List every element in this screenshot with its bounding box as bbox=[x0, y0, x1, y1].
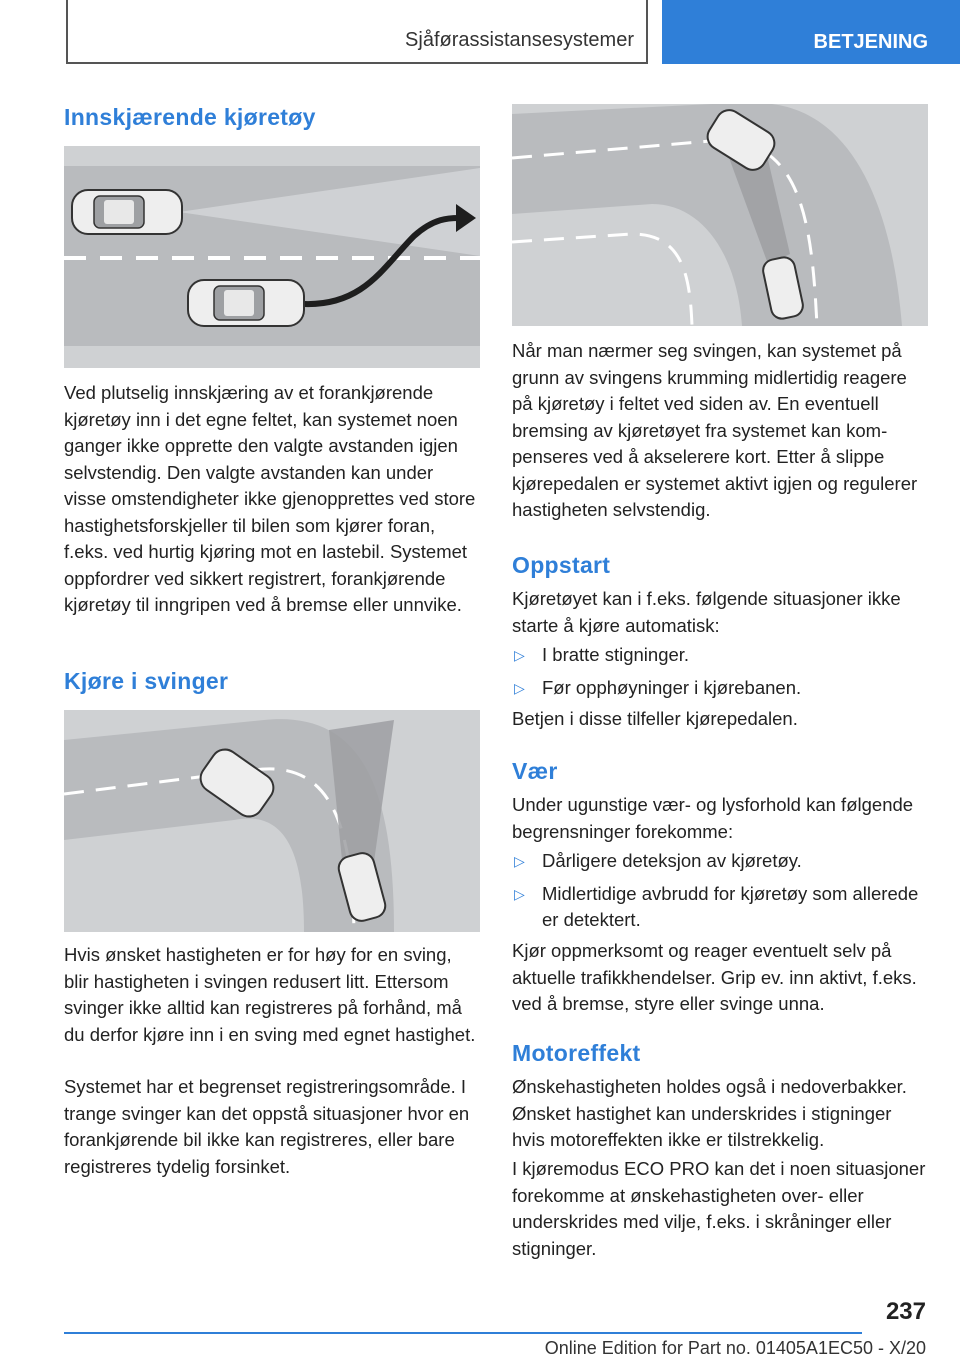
paragraph-vaer-intro: Under ugunstige vær- og lysforhold kan følgende begrensninger forekomme: bbox=[512, 794, 914, 842]
header-section-title: Sjåførassistansesystemer bbox=[405, 29, 634, 51]
footer-edition: Online Edition for Part no. 01405A1EC50 - X/20 bbox=[544, 1338, 926, 1358]
list-oppstart bbox=[512, 642, 928, 701]
car-front-icon bbox=[72, 190, 182, 234]
paragraph-motoreffekt-1: Ønskehastigheten holdes også i nedoverbakker. Ønsket hastighet kan underskrides i stigninger hvis motoreffekten ikke er tilstrekkelig. bbox=[512, 1076, 907, 1150]
figure-curve-driving bbox=[64, 710, 480, 932]
list-vaer bbox=[512, 848, 928, 934]
heading-motoreffekt: Motoreffekt bbox=[512, 1040, 641, 1066]
footer-rule bbox=[64, 1332, 862, 1334]
paragraph-curves-2: Systemet har et begrenset registreringsområde. I trange svinger kan det oppstå situasjoner hvor en forankjørende bil ikke kan registreres, eller bare registreres tydelig forsinket. bbox=[64, 1076, 470, 1177]
header-section-box bbox=[66, 0, 648, 64]
figure-cutting-in-vehicle bbox=[64, 146, 480, 368]
paragraph-curves-1: Hvis ønsket hastigheten er for høy for en sving, blir hastigheten i svingen redusert litt. Ettersom svinger ikke alltid kan registreres på forhånd, må du derfor kjøre inn i en sving med egnet hastighet. bbox=[64, 944, 476, 1045]
paragraph-cutting-in: Ved plutselig innskjæring av et forankjørende kjøretøy inn i det egne feltet, kan systemet noen ganger ikke opprette den valgte avstanden igjen selvstendig. Den valgte avstanden kan under visse omstendigheter ikke gjenopprettes ved store hastighetsforskjeller til bilen som kjører foran, f.eks. ved hurtig kjøring mot en lastebil. Systemet oppfordrer ved sikkert registrert, forankjørende kjøretøy til inngripen ved å bremse eller unnvike. bbox=[64, 382, 476, 615]
heading-curves: Kjøre i svinger bbox=[64, 668, 229, 694]
paragraph-motoreffekt-2: I kjøremodus ECO PRO kan det i noen situasjoner forekomme at ønskehastigheten over- eller underskrides med vilje, f.eks. i skråninger eller stigninger. bbox=[512, 1158, 926, 1259]
car-own-icon bbox=[188, 280, 304, 326]
list-item: ▷ Dårligere deteksjon av kjøretøy. bbox=[512, 848, 928, 875]
paragraph-oppstart-outro: Betjen i disse tilfeller kjørepedalen. bbox=[512, 708, 798, 729]
triangle-bullet-icon: ▷ bbox=[514, 647, 525, 663]
paragraph-adjacent-lane: Når man nærmer seg svingen, kan systemet på grunn av svingens krumming midlertidig reagere på kjøretøy i feltet ved siden av. En eventuell bremsing av kjøretøyet fra systemet kan kompenseres ved å akselerere kort. Etter å slippe kjørepedalen er systemet aktivt igjen og regulerer hastigheten selvstendig. bbox=[512, 340, 918, 520]
paragraph-oppstart-intro: Kjøretøyet kan i f.eks. følgende situasjoner ikke starte å kjøre automatisk: bbox=[512, 588, 901, 636]
header-chapter-label: BETJENING bbox=[813, 31, 928, 53]
heading-vaer: Vær bbox=[512, 758, 558, 784]
triangle-bullet-icon: ▷ bbox=[514, 679, 525, 696]
heading-oppstart: Oppstart bbox=[512, 552, 611, 578]
list-item: ▷ Midlertidige avbrudd for kjøretøy som allerede er detektert. bbox=[514, 882, 919, 930]
heading-cutting-in: Innskjærende kjøretøy bbox=[64, 104, 316, 130]
triangle-bullet-icon: ▷ bbox=[514, 885, 525, 902]
list-item: ▷ I bratte stigninger. bbox=[512, 642, 928, 669]
paragraph-vaer-outro: Kjør oppmerksomt og reager eventuelt selv på aktuelle trafikkhendelser. Grip ev. inn aktivt, f.eks. ved å bremse, styre eller svinge unna. bbox=[512, 940, 917, 1014]
page-number: 237 bbox=[885, 1298, 926, 1325]
figure-curve-adjacent-lane bbox=[512, 104, 928, 326]
triangle-bullet-icon: ▷ bbox=[514, 853, 525, 869]
header-chapter-tab bbox=[662, 0, 960, 64]
list-item: ▷ Før opphøyninger i kjørebanen. bbox=[512, 675, 928, 702]
